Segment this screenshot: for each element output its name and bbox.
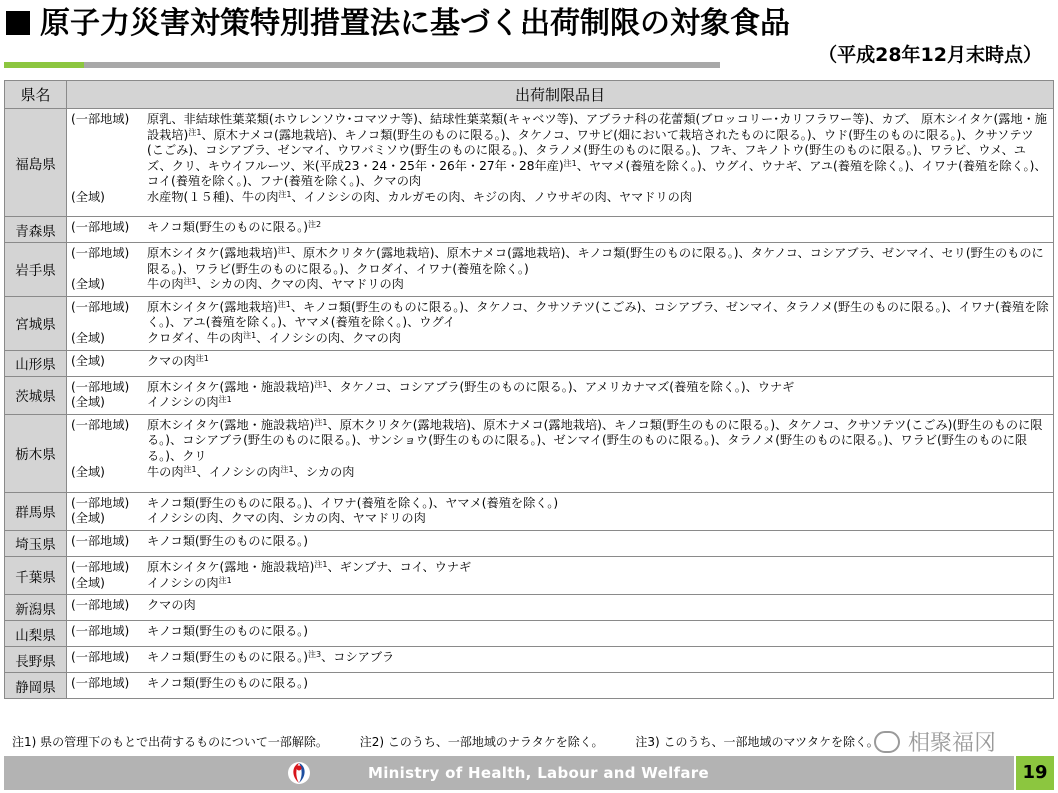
area-tag: (全域) [71, 511, 105, 526]
prefecture-cell: 青森県 [5, 217, 67, 243]
items-cell [67, 243, 1054, 297]
prefecture-cell: 茨城県 [5, 376, 67, 414]
item-line [71, 676, 1049, 692]
item-text: 原木シイタケ(露地栽培)$^{注1}$、キノコ類(野生のものに限る。)、タケノコ、クサソテツ(こごみ)、コシアブラ、ゼンマイ、タラノメ(野生のものに限る。)、イワナ(養殖を除く。)、アユ(養殖を除く。)、ヤマメ(養殖を除く。)、ウグイ [147, 299, 1049, 330]
area-tag: (一部地域) [71, 650, 130, 665]
table-row [5, 530, 1054, 556]
table-header-row [5, 81, 1054, 109]
item-line [71, 190, 1049, 206]
items-cell [67, 350, 1054, 376]
wechat-icon [874, 731, 900, 753]
items-cell [67, 530, 1054, 556]
area-tag: (一部地域) [71, 624, 130, 639]
table-row [5, 621, 1054, 647]
item-text: キノコ類(野生のものに限る。) [147, 533, 308, 548]
item-line [71, 511, 1049, 527]
prefecture-cell: 千葉県 [5, 556, 67, 594]
item-line [71, 380, 1049, 396]
area-tag: (一部地域) [71, 533, 130, 548]
area-tag: (一部地域) [71, 559, 130, 574]
item-text: キノコ類(野生のものに限る。)$^{注3}$、コシアブラ [147, 650, 395, 665]
area-tag: (一部地域) [71, 299, 130, 314]
item-text: キノコ類(野生のものに限る。)$^{注2}$ [147, 220, 322, 234]
item-text: イノシシの肉$^{注1}$ [147, 395, 232, 410]
items-cell [67, 647, 1054, 673]
item-line [71, 220, 1049, 236]
table-row [5, 673, 1054, 699]
area-tag: (全域) [71, 353, 105, 368]
watermark: 相聚福冈 [874, 726, 996, 757]
prefecture-cell: 山形県 [5, 350, 67, 376]
items-cell [67, 556, 1054, 594]
header-items: 出荷制限品目 [67, 81, 1054, 109]
item-line [71, 246, 1049, 277]
area-tag: (一部地域) [71, 246, 130, 260]
item-text: クロダイ、牛の肉$^{注1}$、イノシシの肉、クマの肉 [147, 330, 401, 345]
prefecture-cell: 静岡県 [5, 673, 67, 699]
area-tag: (全域) [71, 575, 105, 590]
area-tag: (全域) [71, 189, 105, 204]
area-tag: (一部地域) [71, 379, 130, 394]
page-subtitle: （平成28年12月末時点） [818, 44, 1042, 66]
table-row [5, 243, 1054, 297]
page-title [6, 4, 790, 44]
item-line [71, 418, 1049, 465]
area-tag: (全域) [71, 330, 105, 345]
item-text: キノコ類(野生のものに限る。) [147, 676, 308, 691]
page-title-text: 原子力災害対策特別措置法に基づく出荷制限の対象食品 [40, 6, 790, 41]
item-text: キノコ類(野生のものに限る。) [147, 624, 308, 639]
page-number: 19 [1016, 756, 1054, 790]
table-row [5, 414, 1054, 492]
prefecture-cell: 埼玉県 [5, 530, 67, 556]
table-row [5, 217, 1054, 243]
table-row [5, 296, 1054, 350]
area-tag: (全域) [71, 395, 105, 410]
item-text: 牛の肉$^{注1}$、シカの肉、クマの肉、ヤマドリの肉 [147, 277, 404, 292]
item-line [71, 300, 1049, 331]
item-line [71, 496, 1049, 512]
area-tag: (一部地域) [71, 112, 130, 126]
prefecture-cell: 栃木県 [5, 414, 67, 492]
prefecture-cell: 岩手県 [5, 243, 67, 297]
item-text: 原乳、非結球性葉菜類(ホウレンソウ･コマツナ等)、結球性葉菜類(キャベツ等)、アブラナ科の花蕾類(ブロッコリー･カリフラワー等)、カブ、 原木シイタケ(露地・施設栽培)$^{注1}$、原木ナメコ(露地栽培)、キノコ類(野生のものに限る。)、タケノコ、ワサビ(畑において栽培されたものに限る。)、ウド(野生のものに限る。)、クサソテツ(こごみ)、コシアブラ、ゼンマイ、ウワバミソウ(野生のものに限る。)、タラノメ(野生のものに限る。)、フキ、フキノトウ(野生のものに限る。)、ワラビ、ウメ、ユズ、クリ、キウイフルーツ、米(平成23・24・25年・26年・27年・28年産)$^{注1}$、ヤマメ(養殖を除く。)、ウグイ、ウナギ、アユ(養殖を除く。)、イワナ(養殖を除く。)、コイ(養殖を除く。)、フナ(養殖を除く。)、クマの肉 [147, 112, 1047, 189]
item-line [71, 598, 1049, 614]
item-line [71, 354, 1049, 370]
area-tag: (一部地域) [71, 598, 130, 613]
item-text: 原木シイタケ(露地・施設栽培)$^{注1}$、原木クリタケ(露地栽培)、原木ナメコ(露地栽培)、キノコ類(野生のものに限る。)、タケノコ、クサソテツ(こごみ)(野生のものに限る。)、コシアブラ(野生のものに限る。)、サンショウ(野生のものに限る。)、ゼンマイ(野生のものに限る。)、タラノメ(野生のものに限る。)、ワラビ(野生のものに限る。)、クリ [147, 417, 1043, 463]
prefecture-cell: 宮城県 [5, 296, 67, 350]
item-line [71, 331, 1049, 347]
header-prefecture: 県名 [5, 81, 67, 109]
item-line [71, 534, 1049, 550]
item-line [71, 277, 1049, 293]
footnote-3: 注3) このうち、一部地域のマツタケを除く。 [635, 735, 879, 749]
title-underline [4, 62, 720, 68]
ministry-logo-icon [286, 760, 312, 786]
items-cell [67, 673, 1054, 699]
prefecture-cell: 群馬県 [5, 492, 67, 530]
prefecture-cell: 長野県 [5, 647, 67, 673]
items-cell [67, 621, 1054, 647]
table-row [5, 556, 1054, 594]
table-row [5, 595, 1054, 621]
table-row [5, 647, 1054, 673]
area-tag: (一部地域) [71, 676, 130, 691]
area-tag: (一部地域) [71, 417, 130, 432]
item-line [71, 560, 1049, 576]
prefecture-cell: 山梨県 [5, 621, 67, 647]
table-row [5, 350, 1054, 376]
item-line [71, 395, 1049, 411]
item-text: 水産物(１５種)、牛の肉$^{注1}$、イノシシの肉、カルガモの肉、キジの肉、ノウサギの肉、ヤマドリの肉 [147, 189, 693, 204]
item-line [71, 576, 1049, 592]
item-line [71, 465, 1049, 481]
items-cell [67, 376, 1054, 414]
item-text: クマの肉 [147, 598, 196, 613]
item-line [71, 112, 1049, 190]
items-cell [67, 595, 1054, 621]
item-line [71, 624, 1049, 640]
items-cell [67, 109, 1054, 217]
table-row [5, 492, 1054, 530]
items-cell [67, 217, 1054, 243]
item-text: 牛の肉$^{注1}$、イノシシの肉$^{注1}$、シカの肉 [147, 464, 355, 479]
area-tag: (一部地域) [71, 495, 130, 510]
item-text: キノコ類(野生のものに限る。)、イワナ(養殖を除く。)、ヤマメ(養殖を除く。) [147, 495, 559, 510]
area-tag: (全域) [71, 277, 105, 292]
footnote-2: 注2) このうち、一部地域のナラタケを除く。 [359, 735, 604, 749]
prefecture-cell: 福島県 [5, 109, 67, 217]
item-text: 原木シイタケ(露地・施設栽培)$^{注1}$、ギンブナ、コイ、ウナギ [147, 559, 472, 574]
item-text: クマの肉$^{注1}$ [147, 353, 209, 368]
table-row [5, 109, 1054, 217]
ministry-name: Ministry of Health, Labour and Welfare [368, 764, 709, 782]
prefecture-cell: 新潟県 [5, 595, 67, 621]
items-cell [67, 492, 1054, 530]
item-text: 原木シイタケ(露地栽培)$^{注1}$、原木クリタケ(露地栽培)、原木ナメコ(露地栽培)、キノコ類(野生のものに限る。)、タケノコ、コシアブラ、ゼンマイ、セリ(野生のものに限る。)、ワラビ(野生のものに限る。)、クロダイ、イワナ(養殖を除く。) [147, 246, 1044, 276]
area-tag: (一部地域) [71, 220, 130, 234]
items-cell [67, 414, 1054, 492]
table-row [5, 376, 1054, 414]
footnote-1: 注1) 県の管理下のもとで出荷するものについて一部解除。 [12, 735, 328, 749]
area-tag: (全域) [71, 464, 105, 479]
restriction-table [4, 80, 1054, 699]
item-text: イノシシの肉、クマの肉、シカの肉、ヤマドリの肉 [147, 511, 426, 526]
item-text: イノシシの肉$^{注1}$ [147, 575, 232, 590]
items-cell [67, 296, 1054, 350]
item-line [71, 650, 1049, 666]
item-text: 原木シイタケ(露地・施設栽培)$^{注1}$、タケノコ、コシアブラ(野生のものに限る。)、アメリカナマズ(養殖を除く。)、ウナギ [147, 379, 795, 394]
title-bullet-icon [6, 11, 30, 35]
